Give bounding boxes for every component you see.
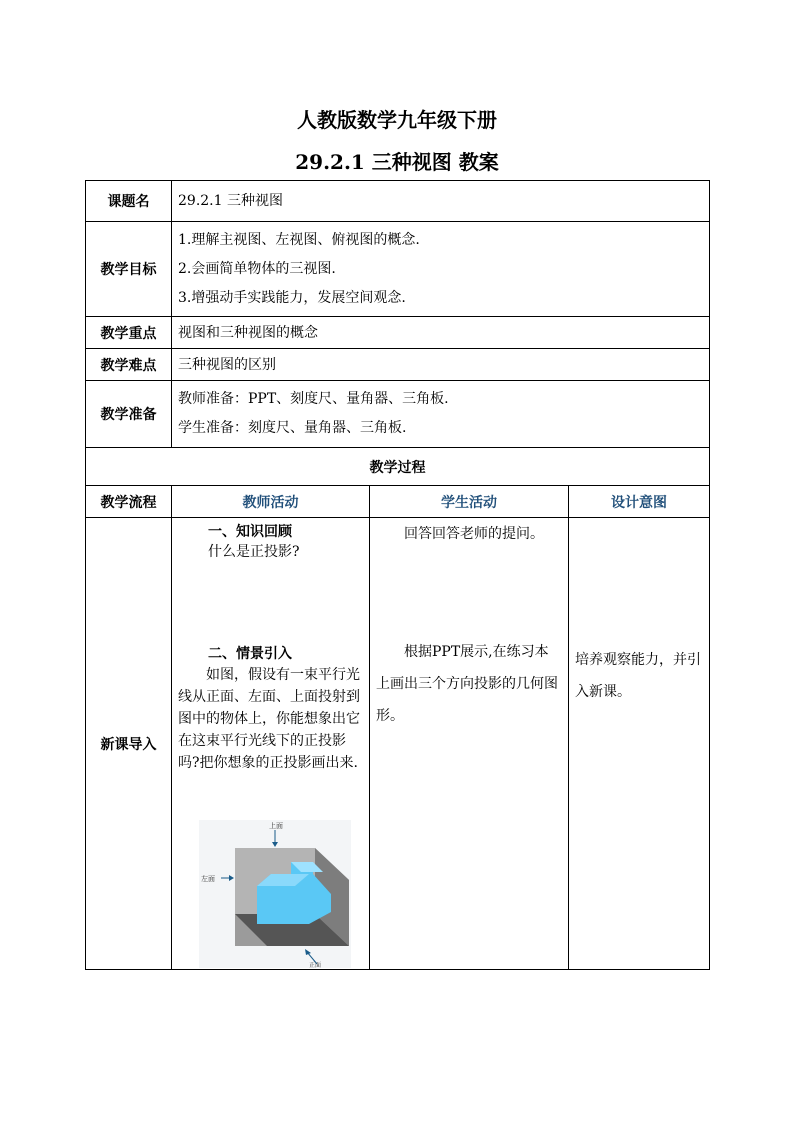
col-header-teacher: 教师活动	[172, 486, 370, 518]
topic-value: 29.2.1 三种视图	[172, 181, 710, 222]
row-goals	[86, 222, 710, 317]
section-review-text: 什么是正投影?	[208, 544, 300, 560]
focus-value: 视图和三种视图的概念	[172, 317, 710, 349]
lesson-subtitle: 29.2.1 三种视图 教案	[295, 150, 499, 174]
student-activity-cell	[370, 518, 569, 970]
prep-item: 教师准备：PPT、刻度尺、量角器、三角板.	[178, 391, 449, 407]
row-difficulty	[86, 349, 710, 381]
topic-label: 课题名	[86, 181, 172, 222]
prep-item: 学生准备：刻度尺、量角器、三角板.	[178, 420, 407, 436]
row-process-title	[86, 448, 710, 486]
col-header-stage: 教学流程	[86, 486, 172, 518]
figure-label-front: 正面	[309, 962, 322, 968]
student-text-draw: 根据PPT展示,在练习本上画出三个方向投影的几何图形。	[376, 644, 558, 724]
row-intro	[86, 518, 710, 970]
teacher-activity-cell	[172, 518, 370, 970]
row-column-headers	[86, 486, 710, 518]
prep-cell	[172, 381, 710, 448]
row-focus	[86, 317, 710, 349]
projection-figure	[199, 820, 351, 968]
intro-stage-label: 新课导入	[86, 518, 172, 970]
focus-label: 教学重点	[86, 317, 172, 349]
row-prep	[86, 381, 710, 448]
goal-item: 1.理解主视图、左视图、俯视图的概念.	[178, 231, 420, 248]
difficulty-label: 教学难点	[86, 349, 172, 381]
goals-label: 教学目标	[86, 222, 172, 317]
student-text-answer: 回答回答老师的提问。	[404, 526, 544, 542]
figure-label-top: 上面	[269, 822, 283, 830]
col-header-student: 学生活动	[370, 486, 569, 518]
section-scenario-text: 如图，假设有一束平行光线从正面、左面、上面投射到图中的物体上，你能想象出它在这束平行光线下的正投影吗?把你想象的正投影画出来.	[178, 667, 360, 771]
goals-cell	[172, 222, 710, 317]
goal-item: 2.会画简单物体的三视图.	[178, 260, 336, 277]
section-review-title: 一、知识回顾	[208, 524, 292, 540]
goal-item: 3.增强动手实践能力，发展空间观念.	[178, 289, 406, 306]
process-title: 教学过程	[86, 448, 710, 486]
col-header-intent: 设计意图	[569, 486, 710, 518]
difficulty-value: 三种视图的区别	[172, 349, 710, 381]
design-intent-cell	[569, 518, 710, 970]
lesson-plan-table	[85, 180, 710, 970]
row-topic	[86, 181, 710, 222]
section-scenario-title: 二、情景引入	[208, 646, 292, 662]
document-title: 人教版数学九年级下册	[297, 108, 497, 132]
figure-label-left: 左面	[201, 875, 215, 883]
design-intent-text: 培养观察能力，并引入新课。	[575, 652, 701, 700]
prep-label: 教学准备	[86, 381, 172, 448]
